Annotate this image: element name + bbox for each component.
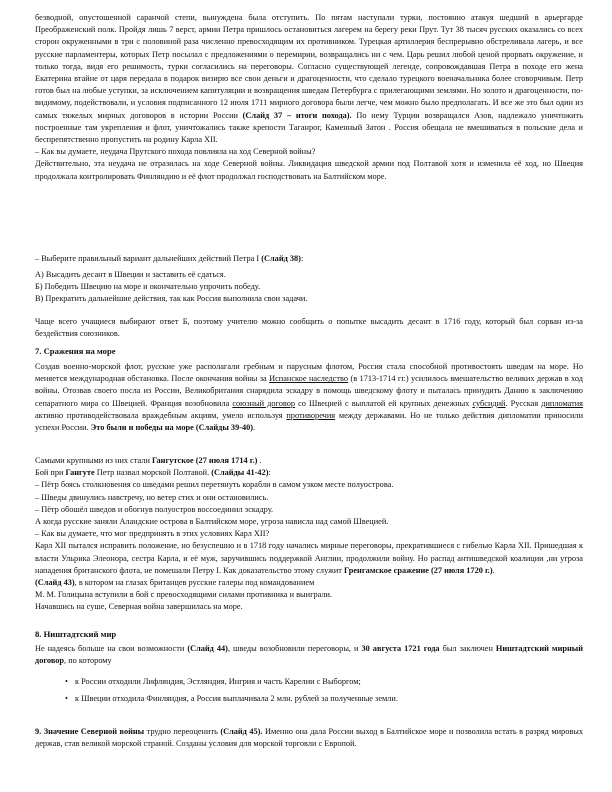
treaty-date: 30 августа 1721 года: [361, 644, 440, 653]
slide-37-reference: (Слайд 37 – итоги похода).: [242, 110, 352, 120]
question-prut-impact: – Как вы думаете, неудача Прутского похода повлияла на ход Северной войны?: [35, 147, 316, 157]
gangut-section: [35, 455, 583, 614]
section-7-heading: 7. Сражения на море: [35, 346, 116, 356]
slide-44-reference: (Слайд 44): [187, 644, 228, 653]
gangut-line: – Пётр боясь столкновения со шведами решил перетянуть корабли в самом узком месте полуострова.: [35, 480, 394, 490]
paragraph-sea-battles: Создав военно-морской флот, русские уже располагали гребным и парусным флотом, Россия стала способной противостоять шведам на море. Но меняется международная обстановка. После окончания войны за Испанское наследство (в 1713-1714 гг.) усилилось вмешательство великих держав в ход войны. Отозвав своего посла из России, Великобритания снарядила эскадру в помощь шведскому флоту и пыталась принудить Данию к заключению сепаратного мира со Швецией. Франция возобновила союзный договор со Швецией с выплатой ей крупных денежных субсидий. Русская дипломатия активно противодействовала враждебным акциям, умело используя противоречия между державами. Но не только действия дипломатии приносили успехи России. Это были и победы на море (Слайды 39-40).: [35, 362, 584, 433]
treaty-terms-list: [35, 676, 583, 705]
line-slide-43: (Слайд 43), в котором на глазах британцев русские галеры под командованием: [35, 578, 315, 588]
section-8-body: [35, 643, 583, 667]
slides-39-40-reference: Это были и победы на море (Слайды 39-40): [90, 423, 254, 433]
section-7-heading-wrap: [35, 345, 583, 357]
paragraph-nystad: Не надеясь больше на свои возможности (Слайд 44), шведы возобновили переговоры, и 30 августа 1721 года был заключен Ништадтский мирный договор, по которому: [35, 644, 583, 666]
section-9-heading: 9. Значение Северной войны: [35, 727, 145, 736]
link-diplomacy[interactable]: дипломатия: [541, 398, 583, 408]
gangut-line: – Шведы двинулись навстречу, но ветер стих и они остановились.: [35, 492, 269, 502]
treaty-term-item: • к России отходили Лифляндия, Эстляндия, Ингрия и часть Карелии с Выборгом;: [35, 676, 583, 688]
paragraph-significance: 9. Значение Северной войны трудно переоценить (Слайд 45). Именно она дала России выход в Балтийское море и позволила встать в разряд мировых держав, став великой морской страной. Созданы условия для морской торговли с Европой.: [35, 727, 583, 749]
slides-41-42-reference: (Слайды 41-42): [211, 468, 269, 478]
slide-43-reference: (Слайд 43): [35, 578, 75, 588]
slide-45-reference: (Слайд 45).: [220, 727, 263, 736]
option-c: В) Прекратить дальнейшие действия, так как Россия выполнила свои задачи.: [35, 294, 308, 304]
paragraph-prut-campaign: безводной, опустошенной саранчой степи, вынуждена была отступить. По пятам наступали турки, постоянно атакуя шедший в арьергарде Преображенский полк. Пройдя лишь 7 верст, армии Петра пришлось остановиться лагерем на берегу реки Прут. Тут 38 тысяч русских оказались со всех сторон окруженными в три с половиной раза численно превосходящим их противником. Турецкая артиллерия беспрерывно обстреливала лагерь, и все русские парламентеры, которых Петр посылал с предложениями о перемирии, возвращались ни с чем. Царь решил любой ценой прорвать окружение, и только тогда, видя его решимость, турки согласились на переговоры. Согласно существующей легенде, сопровождавшая Петра в походе его жена Екатерина втайне от царя передала в подарок визирю все свои деньги и драгоценности, что сделало турецкого военачальника более сговорчивым. Петр готов был на любые уступки, за исключением капитуляции и возвращения шведам Петербурга с прилегающими землями. Но золото и драгоценности, по-видимому, подействовали, и условия подписанного 12 июля 1711 мирного договора были легче, чем можно было предполагать. И все же это был один из самых тяжелых мирных договоров в истории России (Слайд 37 – итоги похода). По нему Турции возвращался Азов, надлежало уничтожить построенные там укрепления и флот, уничтожались также крепости Таганрог, Каменный Затон . Россия обещала не вмешиваться в польские дела и беспрепятственно пропустить на родину Карла XII.: [35, 13, 583, 145]
gangut-name: Гангуте: [65, 468, 95, 478]
treaty-name: Ништадтский мирный договор: [35, 644, 583, 666]
options-list: [35, 269, 583, 306]
line-war-end: Начавшись на суше, Северная война завершилась на море.: [35, 602, 243, 612]
gangut-line: – Пётр обошёл шведов и обогнув полуостров воссоединил эскадру.: [35, 504, 274, 514]
link-spanish-succession[interactable]: Испанское наследство: [269, 374, 349, 384]
question-next-actions: – Выберите правильный вариант дальнейших действий Петра I (Слайд 38):: [35, 254, 304, 263]
link-alliance-treaty[interactable]: союзный договор: [232, 398, 296, 408]
intro-section: [35, 12, 583, 183]
section-8-heading-wrap: [35, 628, 583, 640]
link-subsidies[interactable]: субсидий: [472, 398, 506, 408]
line-gangut-poltava: Бой при Гангуте Петр назвал морской Полтавой. (Слайды 41-42):: [35, 468, 271, 478]
grengam-battle-date: Гренгамское сражение (27 июля 1720 г.): [344, 565, 493, 575]
section-8-heading: 8. Ништадтский мир: [35, 629, 117, 639]
paragraph-karl: Карл XII пытался исправить положение, но безуспешно и в 1718 году начались мирные переговоры, прекратившиеся с гибелью Карла XII. Пришедшая к власти Ульрика Элеонора, сестра Карла, и её муж, заручившись поддержкой Англии, продолжили войну. Но распад антишведской коалиции ,ни угроза нападения британского флота, не помешали Петру I. Как доказательство этому служит Гренгамское сражение (27 июля 1720 г.).: [35, 541, 583, 575]
answer-section: [35, 316, 583, 340]
choice-section: [35, 253, 583, 265]
question-karl: – Как вы думаете, что мог предпринять в этих условиях Карл XII?: [35, 529, 270, 539]
section-9: [35, 726, 583, 750]
line-biggest-battles: Самыми крупными из них стали Гангутское (27 июля 1714 г.) .: [35, 456, 262, 465]
answer-prut-impact: Действительно, эта неудача не отразилась на ходе Северной войны. Ликвидация шведской армии под Полтавой хотя и изменила её ход, но Швеция продолжала контролировать Финляндию и её флот продолжал господствовать на Балтийском море.: [35, 159, 583, 181]
answer-note: Чаще всего учащиеся выбирают ответ Б, поэтому учителю можно сообщить о попытке высадить десант в 1716 году, который был сорван из-за бездействия союзников.: [35, 317, 583, 339]
line-golitsyn: М. М. Голицына вступили в бой с превосходящими силами противника и выиграли.: [35, 590, 333, 600]
link-contradictions[interactable]: противоречия: [286, 410, 336, 420]
option-a: А) Высадить десант в Швеции и заставить её сдаться.: [35, 270, 226, 279]
gangut-battle-date: Гангутское (27 июля 1714 г.): [151, 456, 258, 465]
treaty-term-item: • к Швеции отходила Финляндия, а Россия выплачивала 2 млн. рублей за полученные земли.: [35, 693, 583, 705]
option-b: Б) Победить Швецию на море и окончательно упрочить победу.: [35, 282, 261, 292]
section-7-body: [35, 361, 583, 434]
aland-line: А когда русские заняли Аландские острова в Балтийском море, угроза нависла над самой Швецией.: [35, 517, 389, 527]
slide-38-reference: (Слайд 38): [261, 254, 301, 263]
